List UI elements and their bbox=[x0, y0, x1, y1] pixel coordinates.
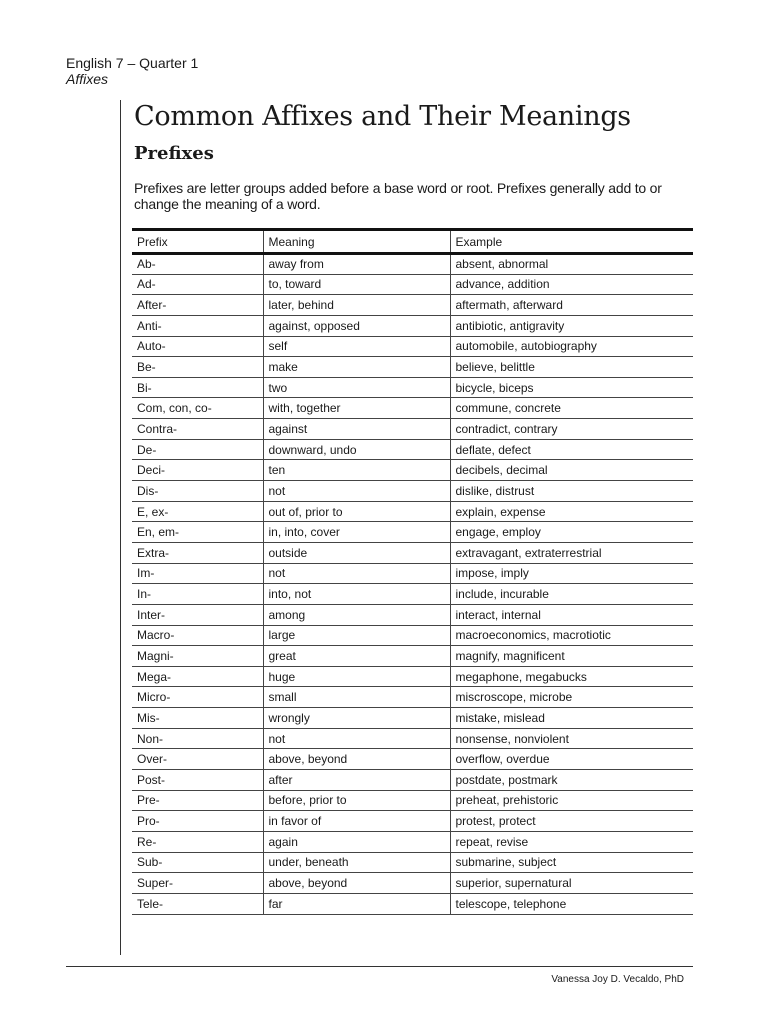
meaning-cell: to, toward bbox=[263, 274, 450, 295]
meaning-cell: outside bbox=[263, 542, 450, 563]
prefix-cell: Pro- bbox=[132, 811, 263, 832]
table-row bbox=[132, 811, 693, 832]
course-label: English 7 – Quarter 1 bbox=[66, 55, 199, 71]
prefix-cell: Com, con, co- bbox=[132, 398, 263, 419]
table-row bbox=[132, 439, 693, 460]
example-cell: dislike, distrust bbox=[450, 481, 693, 502]
example-cell: bicycle, biceps bbox=[450, 377, 693, 398]
table-row bbox=[132, 790, 693, 811]
meaning-cell: before, prior to bbox=[263, 790, 450, 811]
example-cell: believe, belittle bbox=[450, 357, 693, 378]
table-row bbox=[132, 666, 693, 687]
table-row bbox=[132, 625, 693, 646]
table-row bbox=[132, 460, 693, 481]
example-cell: submarine, subject bbox=[450, 852, 693, 873]
example-cell: miscroscope, microbe bbox=[450, 687, 693, 708]
table-row bbox=[132, 295, 693, 316]
prefix-cell: Bi- bbox=[132, 377, 263, 398]
meaning-cell: above, beyond bbox=[263, 873, 450, 894]
example-cell: explain, expense bbox=[450, 501, 693, 522]
example-cell: aftermath, afterward bbox=[450, 295, 693, 316]
table-row bbox=[132, 728, 693, 749]
meaning-cell: away from bbox=[263, 254, 450, 275]
meaning-cell: against bbox=[263, 419, 450, 440]
prefix-cell: Ad- bbox=[132, 274, 263, 295]
intro-paragraph: Prefixes are letter groups added before a base word or root. Prefixes generally add to or change the meaning of a word. bbox=[134, 180, 662, 212]
topic-label: Affixes bbox=[66, 71, 109, 87]
meaning-cell: large bbox=[263, 625, 450, 646]
example-cell: deflate, defect bbox=[450, 439, 693, 460]
example-cell: magnify, magnificent bbox=[450, 646, 693, 667]
example-cell: contradict, contrary bbox=[450, 419, 693, 440]
example-cell: impose, imply bbox=[450, 563, 693, 584]
section-heading: Prefixes bbox=[134, 143, 214, 164]
example-cell: interact, internal bbox=[450, 604, 693, 625]
example-cell: overflow, overdue bbox=[450, 749, 693, 770]
example-cell: superior, supernatural bbox=[450, 873, 693, 894]
meaning-cell: huge bbox=[263, 666, 450, 687]
prefix-cell: Over- bbox=[132, 749, 263, 770]
prefix-cell: Ab- bbox=[132, 254, 263, 275]
table-row bbox=[132, 274, 693, 295]
prefix-cell: Auto- bbox=[132, 336, 263, 357]
prefix-cell: Mis- bbox=[132, 708, 263, 729]
example-cell: repeat, revise bbox=[450, 831, 693, 852]
prefix-cell: Inter- bbox=[132, 604, 263, 625]
prefix-cell: Be- bbox=[132, 357, 263, 378]
table-row bbox=[132, 831, 693, 852]
prefix-cell: Micro- bbox=[132, 687, 263, 708]
meaning-cell: later, behind bbox=[263, 295, 450, 316]
meaning-cell: again bbox=[263, 831, 450, 852]
prefix-table bbox=[132, 228, 693, 915]
example-cell: engage, employ bbox=[450, 522, 693, 543]
example-cell: mistake, mislead bbox=[450, 708, 693, 729]
prefix-cell: De- bbox=[132, 439, 263, 460]
meaning-cell: after bbox=[263, 770, 450, 791]
table-row bbox=[132, 481, 693, 502]
prefix-cell: E, ex- bbox=[132, 501, 263, 522]
prefix-cell: Dis- bbox=[132, 481, 263, 502]
example-cell: nonsense, nonviolent bbox=[450, 728, 693, 749]
example-cell: absent, abnormal bbox=[450, 254, 693, 275]
meaning-cell: two bbox=[263, 377, 450, 398]
prefix-cell: Anti- bbox=[132, 315, 263, 336]
meaning-cell: self bbox=[263, 336, 450, 357]
meaning-cell: far bbox=[263, 893, 450, 914]
table-row bbox=[132, 398, 693, 419]
table-row bbox=[132, 501, 693, 522]
table-row bbox=[132, 584, 693, 605]
prefix-cell: Re- bbox=[132, 831, 263, 852]
meaning-cell: into, not bbox=[263, 584, 450, 605]
table-row bbox=[132, 522, 693, 543]
example-cell: macroeconomics, macrotiotic bbox=[450, 625, 693, 646]
table-row bbox=[132, 315, 693, 336]
example-cell: telescope, telephone bbox=[450, 893, 693, 914]
prefix-cell: In- bbox=[132, 584, 263, 605]
meaning-cell: with, together bbox=[263, 398, 450, 419]
example-cell: advance, addition bbox=[450, 274, 693, 295]
table-header-row bbox=[132, 230, 693, 254]
table-row bbox=[132, 604, 693, 625]
meaning-cell: among bbox=[263, 604, 450, 625]
prefix-cell: Super- bbox=[132, 873, 263, 894]
table-row bbox=[132, 357, 693, 378]
prefix-cell: Im- bbox=[132, 563, 263, 584]
example-cell: automobile, autobiography bbox=[450, 336, 693, 357]
table-row bbox=[132, 377, 693, 398]
meaning-cell: wrongly bbox=[263, 708, 450, 729]
meaning-cell: not bbox=[263, 728, 450, 749]
meaning-cell: make bbox=[263, 357, 450, 378]
example-cell: protest, protect bbox=[450, 811, 693, 832]
example-cell: decibels, decimal bbox=[450, 460, 693, 481]
prefix-cell: Macro- bbox=[132, 625, 263, 646]
prefix-cell: En, em- bbox=[132, 522, 263, 543]
prefix-cell: Magni- bbox=[132, 646, 263, 667]
page-header bbox=[66, 55, 198, 87]
prefix-cell: Non- bbox=[132, 728, 263, 749]
meaning-cell: great bbox=[263, 646, 450, 667]
example-cell: megaphone, megabucks bbox=[450, 666, 693, 687]
table-row bbox=[132, 687, 693, 708]
footer-rule bbox=[66, 966, 693, 967]
example-cell: antibiotic, antigravity bbox=[450, 315, 693, 336]
example-cell: preheat, prehistoric bbox=[450, 790, 693, 811]
example-cell: include, incurable bbox=[450, 584, 693, 605]
prefix-cell: Deci- bbox=[132, 460, 263, 481]
meaning-cell: out of, prior to bbox=[263, 501, 450, 522]
prefix-cell: Pre- bbox=[132, 790, 263, 811]
table-row bbox=[132, 893, 693, 914]
table-body bbox=[132, 254, 693, 915]
prefix-cell: Extra- bbox=[132, 542, 263, 563]
example-cell: commune, concrete bbox=[450, 398, 693, 419]
meaning-cell: small bbox=[263, 687, 450, 708]
meaning-cell: downward, undo bbox=[263, 439, 450, 460]
prefix-cell: Sub- bbox=[132, 852, 263, 873]
meaning-cell: above, beyond bbox=[263, 749, 450, 770]
prefix-cell: Tele- bbox=[132, 893, 263, 914]
table-row bbox=[132, 708, 693, 729]
table-row bbox=[132, 254, 693, 275]
prefix-cell: Mega- bbox=[132, 666, 263, 687]
margin-rule bbox=[120, 100, 121, 955]
table-row bbox=[132, 749, 693, 770]
meaning-cell: ten bbox=[263, 460, 450, 481]
meaning-cell: not bbox=[263, 481, 450, 502]
table-row bbox=[132, 419, 693, 440]
table-row bbox=[132, 542, 693, 563]
prefix-cell: After- bbox=[132, 295, 263, 316]
prefix-cell: Post- bbox=[132, 770, 263, 791]
table-row bbox=[132, 646, 693, 667]
table-row bbox=[132, 336, 693, 357]
column-header-meaning: Meaning bbox=[263, 230, 450, 254]
prefix-cell: Contra- bbox=[132, 419, 263, 440]
meaning-cell: in, into, cover bbox=[263, 522, 450, 543]
page-title: Common Affixes and Their Meanings bbox=[134, 101, 631, 132]
column-header-example: Example bbox=[450, 230, 693, 254]
meaning-cell: not bbox=[263, 563, 450, 584]
table-row bbox=[132, 873, 693, 894]
column-header-prefix: Prefix bbox=[132, 230, 263, 254]
meaning-cell: against, opposed bbox=[263, 315, 450, 336]
table-row bbox=[132, 770, 693, 791]
table-row bbox=[132, 563, 693, 584]
meaning-cell: in favor of bbox=[263, 811, 450, 832]
meaning-cell: under, beneath bbox=[263, 852, 450, 873]
example-cell: postdate, postmark bbox=[450, 770, 693, 791]
author-credit: Vanessa Joy D. Vecaldo, PhD bbox=[551, 974, 684, 985]
table-row bbox=[132, 852, 693, 873]
example-cell: extravagant, extraterrestrial bbox=[450, 542, 693, 563]
